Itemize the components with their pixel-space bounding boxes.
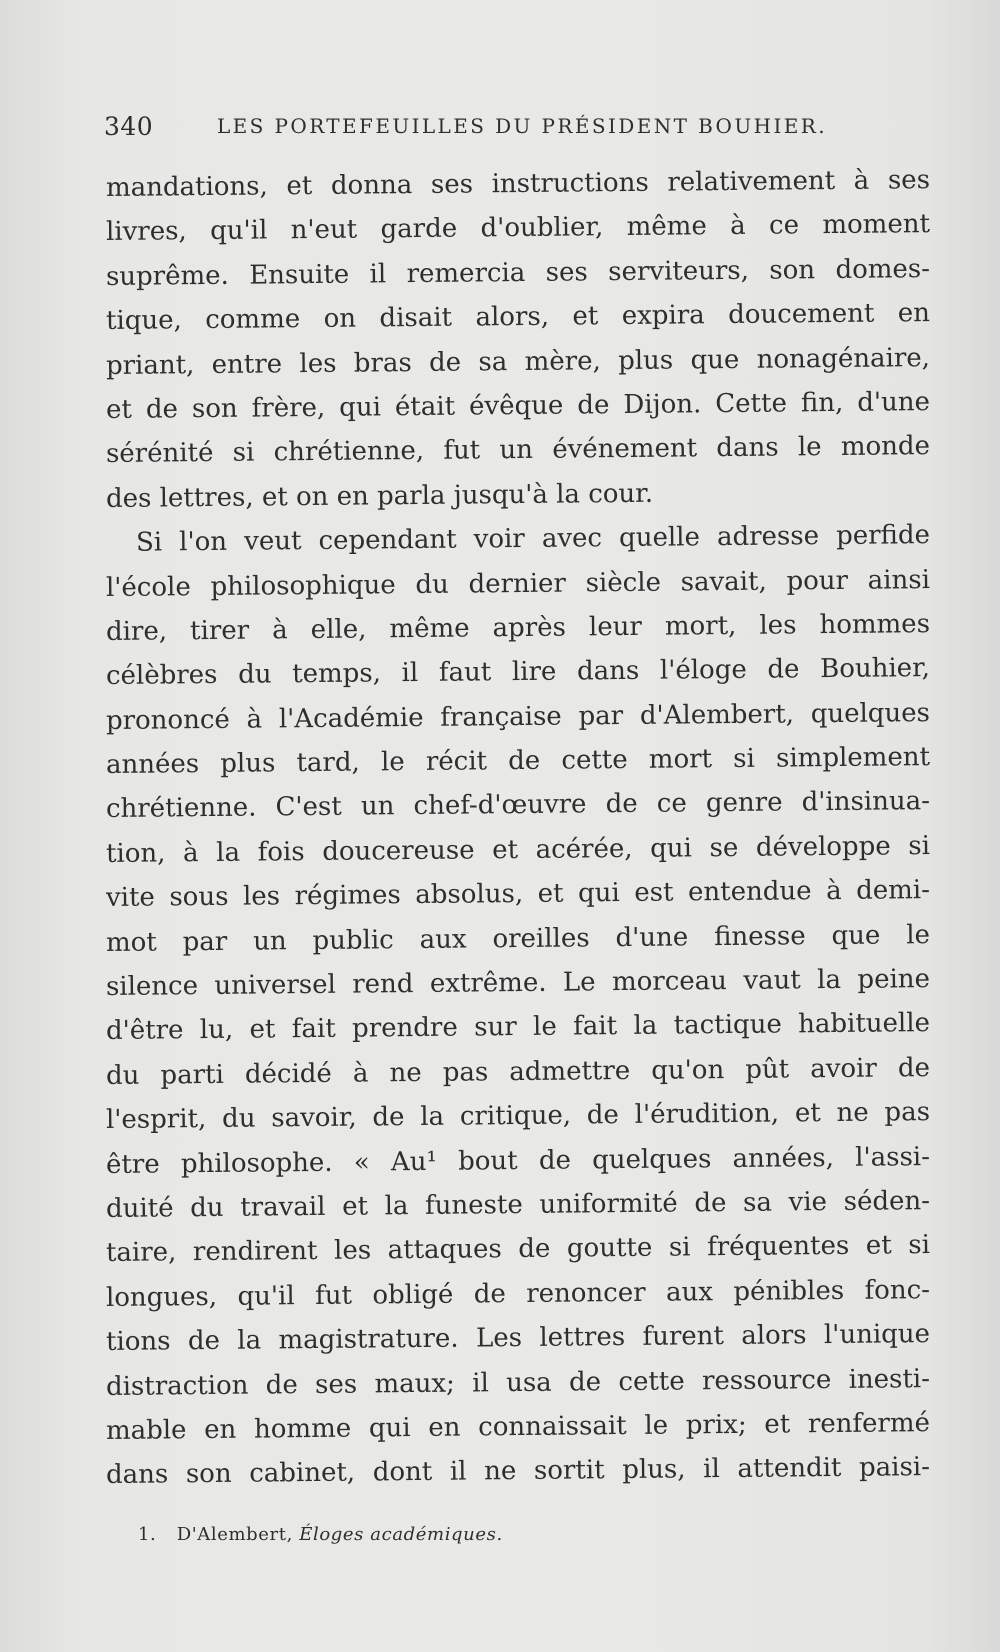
text-line: être philosophe. « Au¹ bout de quelques années, l'assi- [105, 1141, 931, 1180]
footnote-author: D'Alembert, [176, 1524, 293, 1545]
text-line: mandations, et donna ses instructions relativement à ses [105, 165, 931, 203]
running-header [104, 112, 894, 152]
text-line: dire, tirer à elle, même après leur mort, les hommes [105, 608, 931, 647]
footnote [138, 1524, 503, 1545]
text-line: taire, rendirent les attaques de goutte si fréquentes et si [105, 1230, 931, 1269]
text-line: mable en homme qui en connaissait le prix; et renfermé [105, 1408, 931, 1446]
page-number: 340 [104, 112, 154, 141]
text-line: et de son frère, qui était évêque de Dijon. Cette fin, d'une [105, 387, 931, 425]
text-line: suprême. Ensuite il remercia ses serviteurs, son domes- [105, 253, 931, 292]
text-line: vite sous les régimes absolus, et qui est entendue à demi- [105, 875, 931, 914]
text-line: livres, qu'il n'eut garde d'oublier, même à ce moment [105, 209, 931, 248]
text-line: prononcé à l'Académie française par d'Alembert, quelques [105, 697, 931, 736]
text-line: sérénité si chrétienne, fut un événement dans le monde [105, 431, 931, 470]
footnote-number: 1. [138, 1524, 157, 1545]
text-line: tions de la magistrature. Les lettres furent alors l'unique [105, 1319, 931, 1358]
text-line: des lettres, et on en parla jusqu'à la cour. [105, 478, 654, 514]
text-line: chrétienne. C'est un chef-d'œuvre de ce genre d'insinua- [105, 786, 931, 825]
text-line: mot par un public aux oreilles d'une finesse que le [105, 919, 931, 958]
text-line: tique, comme on disait alors, et expira doucement en [105, 298, 931, 337]
text-line: l'esprit, du savoir, de la critique, de l'érudition, et ne pas [105, 1097, 931, 1136]
text-line: d'être lu, et fait prendre sur le fait la tactique habituelle [105, 1008, 931, 1047]
text-line: du parti décidé à ne pas admettre qu'on pût avoir de [105, 1052, 931, 1091]
text-line: distraction de ses maux; il usa de cette ressource inesti- [105, 1363, 931, 1402]
text-line: célèbres du temps, il faut lire dans l'éloge de Bouhier, [105, 653, 931, 692]
text-line: tion, à la fois doucereuse et acérée, qui se développe si [105, 830, 931, 869]
body-text [106, 166, 930, 1498]
text-line: priant, entre les bras de sa mère, plus que nonagénaire, [105, 342, 931, 381]
footnote-work-title: Éloges académiques. [299, 1524, 503, 1545]
text-line: longues, qu'il fut obligé de renoncer aux pénibles fonc- [105, 1274, 931, 1313]
text-line: l'école philosophique du dernier siècle savait, pour ainsi [105, 564, 931, 603]
running-title: LES PORTEFEUILLES DU PRÉSIDENT BOUHIER. [217, 114, 827, 138]
text-line: duité du travail et la funeste uniformité de sa vie séden- [105, 1186, 931, 1224]
text-line: silence universel rend extrême. Le morceau vaut la peine [105, 964, 931, 1003]
text-line: années plus tard, le récit de cette mort si simplement [105, 742, 931, 781]
text-line: dans son cabinet, dont il ne sortit plus, il attendit paisi- [105, 1452, 931, 1491]
text-line: Si l'on veut cependant voir avec quelle adresse perfide [135, 520, 931, 558]
